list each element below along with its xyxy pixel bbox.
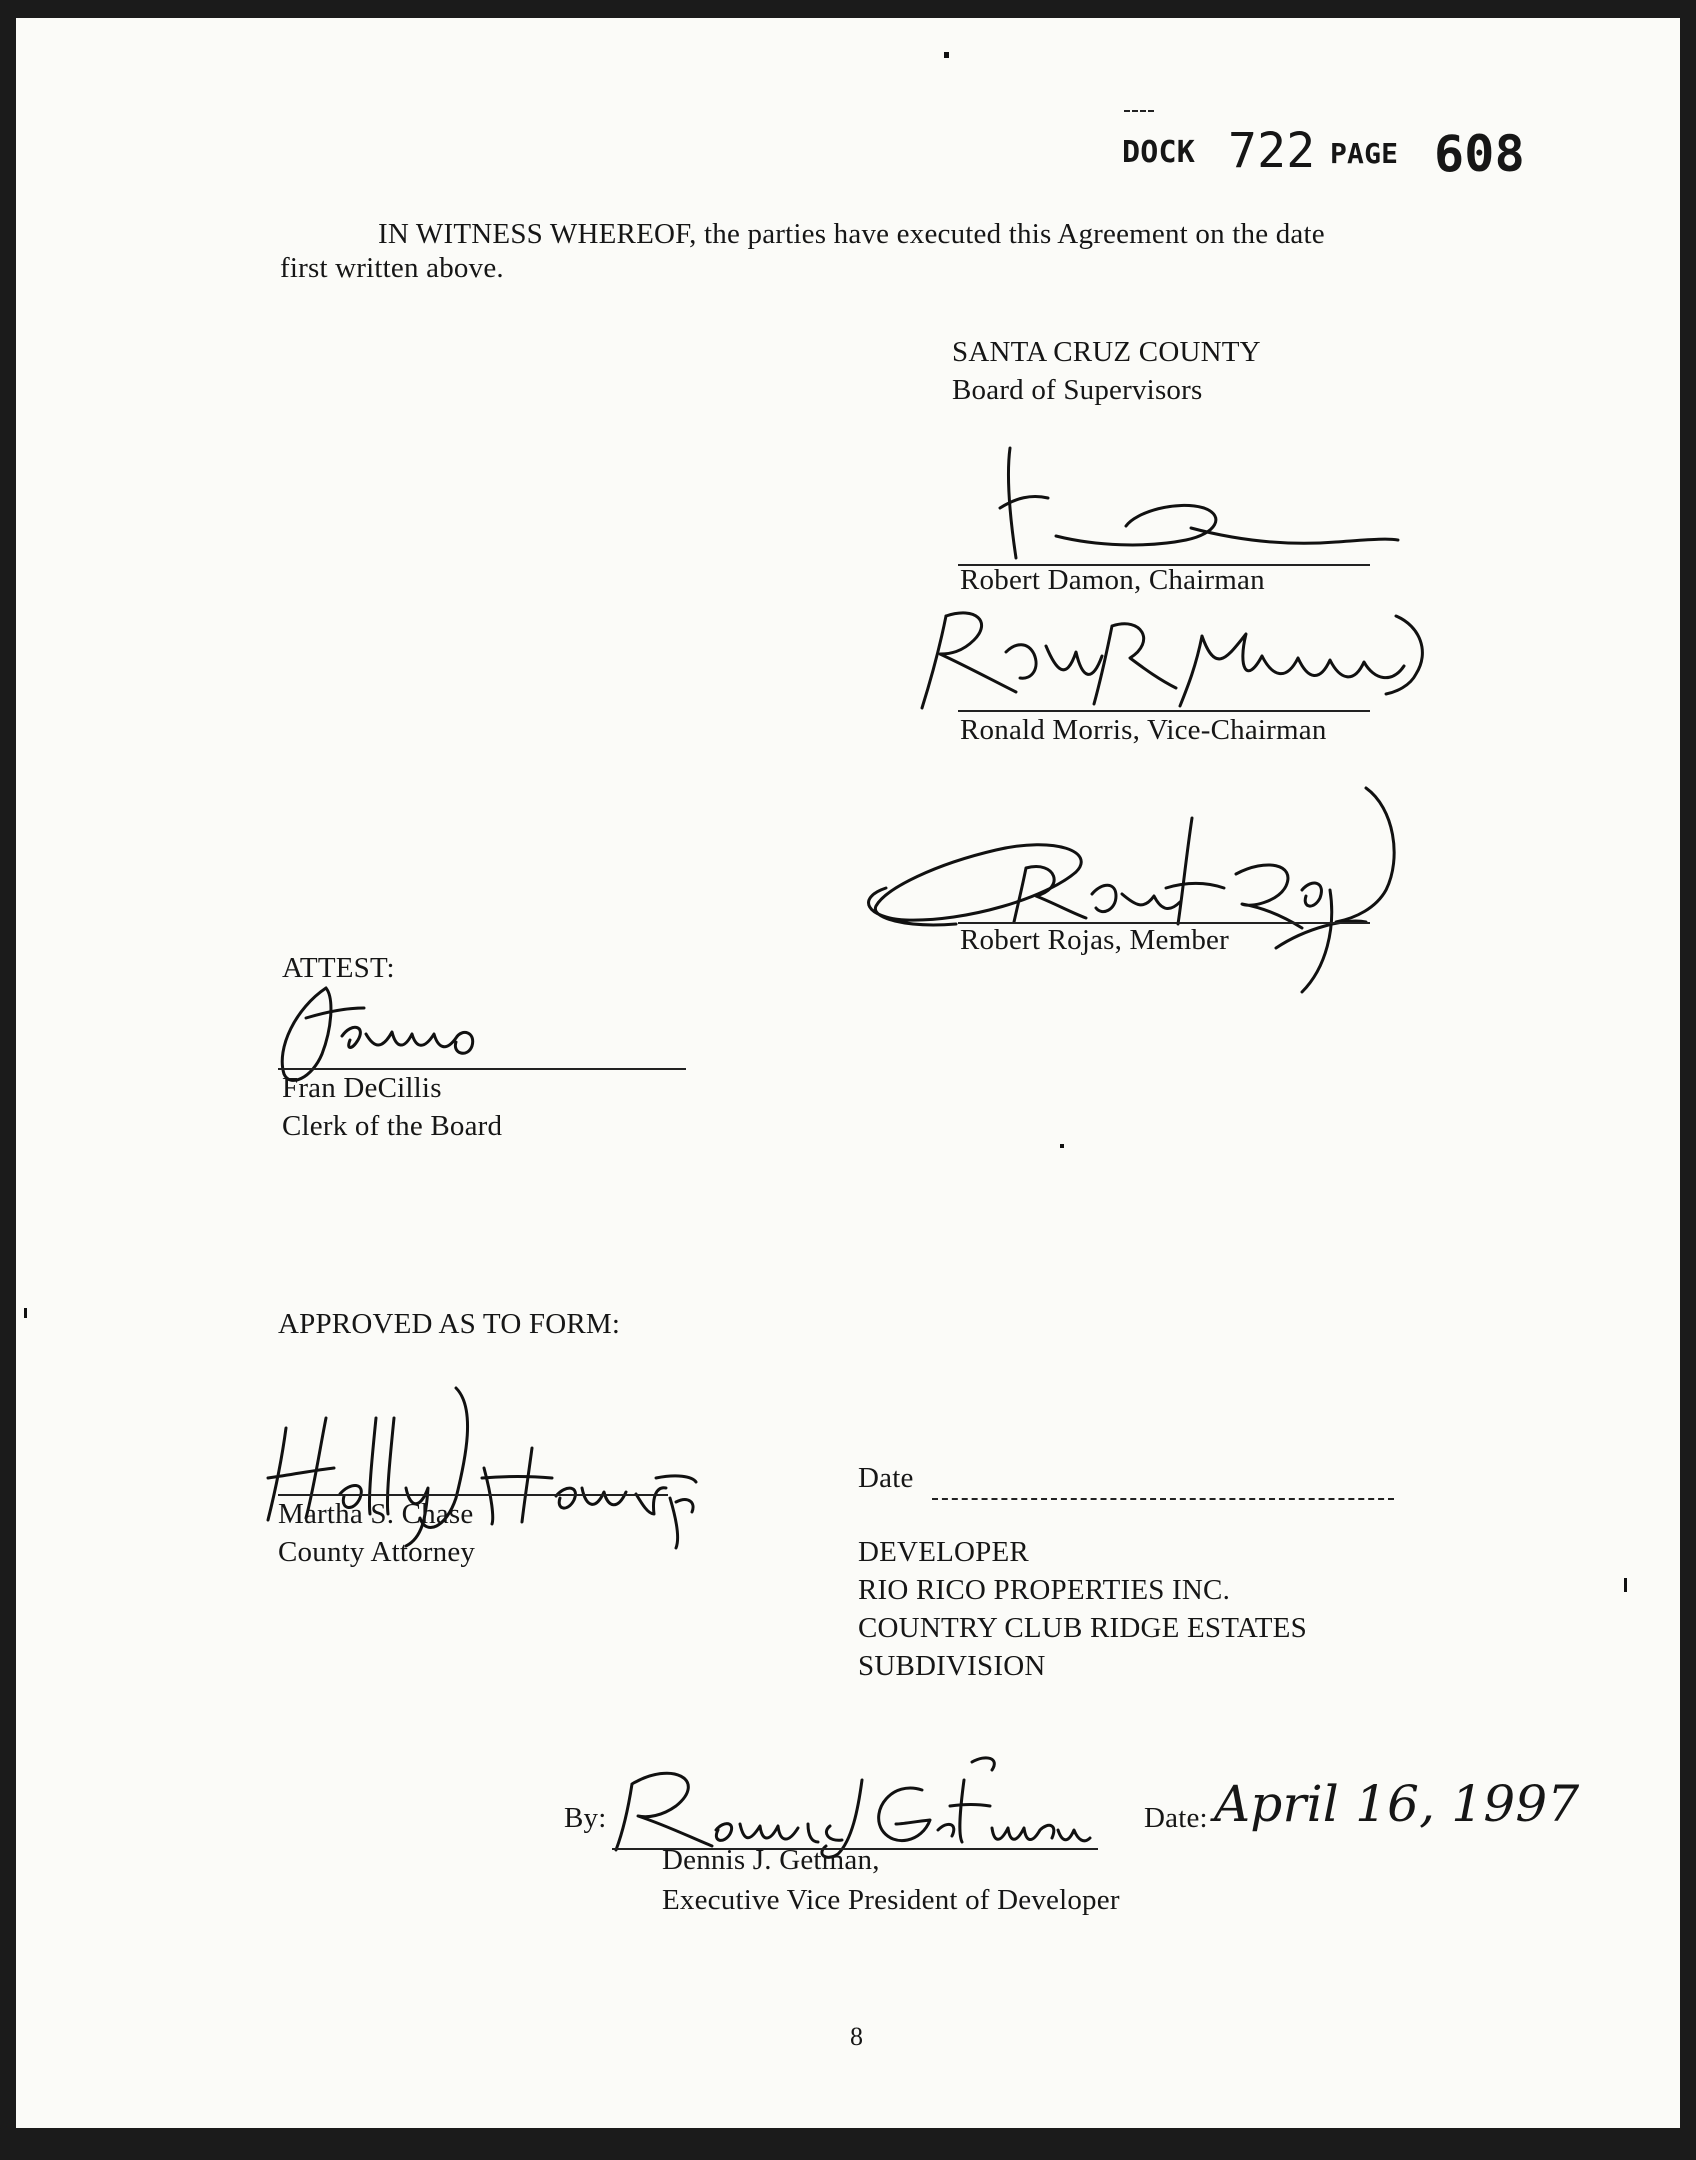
scan-speck: [1060, 1144, 1064, 1148]
witness-line-1: IN WITNESS WHEREOF, the parties have executed this Agreement on the date: [378, 218, 1325, 250]
developer-by-label: By:: [564, 1802, 607, 1834]
stamp-page-number: 608: [1434, 125, 1525, 183]
approved-name: Martha S. Chase: [278, 1498, 474, 1530]
stamp-dash: [1124, 110, 1154, 112]
developer-project-line-1: COUNTRY CLUB RIDGE ESTATES: [858, 1612, 1307, 1644]
scan-speck: [24, 1308, 27, 1318]
stamp-book-number: 722: [1228, 123, 1316, 179]
damon-title: Robert Damon, Chairman: [960, 564, 1265, 596]
county-board: Board of Supervisors: [952, 374, 1203, 406]
attest-name: Fran DeCillis: [282, 1072, 442, 1104]
rojas-title: Robert Rojas, Member: [960, 924, 1229, 956]
document-page: [16, 18, 1680, 2128]
page-number: 8: [850, 2022, 864, 2051]
signature-line-attest: [278, 1068, 686, 1070]
developer-company: RIO RICO PROPERTIES INC.: [858, 1574, 1231, 1606]
approved-title: County Attorney: [278, 1536, 476, 1568]
approved-date-label: Date: [858, 1462, 914, 1494]
signature-line-morris: [958, 710, 1370, 712]
approved-heading: APPROVED AS TO FORM:: [278, 1308, 621, 1340]
signature-rojas: [846, 778, 1406, 998]
developer-heading: DEVELOPER: [858, 1536, 1029, 1568]
stamp-book-label: DOCK: [1122, 135, 1196, 170]
morris-title: Ronald Morris, Vice-Chairman: [960, 714, 1327, 746]
signature-damon: [986, 428, 1406, 578]
scan-speck: [1624, 1578, 1627, 1592]
attest-heading: ATTEST:: [282, 952, 395, 984]
developer-signer-title: Executive Vice President of Developer: [662, 1884, 1120, 1916]
developer-handwritten-date: April 16, 1997: [1214, 1775, 1580, 1833]
signature-line-approval: [278, 1494, 668, 1496]
scan-speck: [944, 52, 949, 58]
signature-morris: [916, 596, 1436, 716]
stamp-page-label: PAGE: [1330, 137, 1399, 170]
attest-title: Clerk of the Board: [282, 1110, 503, 1142]
developer-date-label: Date:: [1144, 1802, 1208, 1834]
approved-date-line: [932, 1498, 1394, 1500]
county-name: SANTA CRUZ COUNTY: [952, 336, 1261, 368]
witness-line-2: first written above.: [280, 252, 504, 284]
developer-signer-name: Dennis J. Getman,: [662, 1844, 880, 1876]
developer-project-line-2: SUBDIVISION: [858, 1650, 1046, 1682]
